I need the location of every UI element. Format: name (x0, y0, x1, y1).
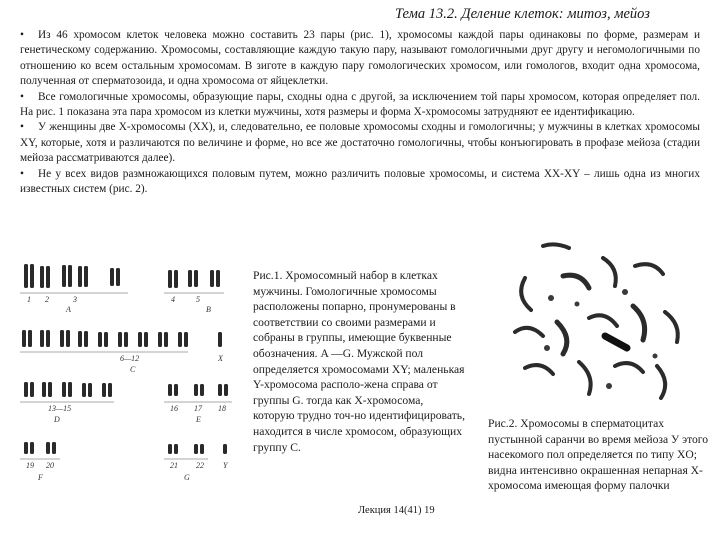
label-1: 1 (27, 295, 31, 304)
group-a: A (66, 305, 71, 314)
label-19: 19 (26, 461, 34, 470)
label-6-12: 6—12 (120, 354, 140, 363)
karyotype-figure (18, 262, 246, 502)
group-d: D (54, 415, 60, 424)
bullet: • (20, 90, 24, 103)
paragraph-2: • Все гомологичные хромосомы, образующие пары, сходны одна с другой, за исключением той пары хромосом, которая определяет пол. На рис. 1 показана эта пара хромосом из клетки мужчины, хотя размеры и форма X-хромосомы затрудняют ее идентификацию. (20, 90, 700, 119)
bullet: • (20, 167, 24, 180)
label-3: 3 (73, 295, 77, 304)
paragraph-1: • Из 46 хромосом клеток человека можно составить 23 пары (рис. 1), хромосомы каждой пары одинаковы по форме, размерам и генетическому содержанию. Хромосомы, составляющие каждую такую пару, называют гомологичными друг другу и негомологичными по отношению ко всем остальным хромосомам. В зиготе в каждую пару гомологических хромосом, или гомологов, входит одна хромосома, полученная от сперматозоида, и одна хромосома от яйцеклетки. (20, 29, 700, 88)
paragraph-4: • Не у всех видов размножающихся половым путем, можно различить половые хромосомы, и система XX-XY – лишь одна из многих известных систем (рис. 2). (20, 167, 700, 196)
group-g: G (184, 473, 190, 482)
label-13-15: 13—15 (48, 404, 72, 413)
figure2-caption: Рис.2. Хромосомы в сперматоцитах пустынной саранчи во время мейоза У этого насекомого пол определяется по типу XO; видна интенсивно окрашенная непарная X-хромосома имеющая форму палочки (488, 417, 709, 493)
group-f: F (38, 473, 43, 482)
paragraph-3: • У женщины две X-хромосомы (XX), и, следовательно, ее половые хромосомы сходны и гомологичны; у мужчины в клетках хромосомы XY, которые, хотя и различаются по величине и форме, но все же достаточно гомологичны, чтобы конъюгировать в профазе мейоза (стадии мейоза рассматриваются далее). (20, 121, 700, 165)
label-x: X (218, 354, 223, 363)
bullet: • (20, 29, 24, 41)
label-20: 20 (46, 461, 54, 470)
label-16: 16 (170, 404, 178, 413)
bullet: • (20, 121, 24, 134)
footer: Лекция 14(41) 19 (358, 505, 435, 516)
main-text (20, 28, 700, 197)
figure1-caption: Рис.1. Хромосомный набор в клетках мужчины. Гомологичные хромосомы расположены попарно, пронумерованы в соответствии со своими размерами и собраны в группы, имеющие буквенные обозначения. A —G. Мужской пол определяется хромосомами XY; маленькая Y-хромосома располо-жена справа от группы G. тогда как X-хромосома, которую трудно точ-но идентифицировать, находится в числе хромосом, образующих группу C. (253, 269, 465, 454)
page-title: Тема 13.2. Деление клеток: митоз, мейоз (395, 6, 650, 22)
label-21: 21 (170, 461, 178, 470)
label-4: 4 (171, 295, 175, 304)
spermatocyte-figure (485, 236, 710, 416)
label-2: 2 (45, 295, 49, 304)
label-17: 17 (194, 404, 202, 413)
label-18: 18 (218, 404, 226, 413)
group-b: B (206, 305, 211, 314)
group-e: E (196, 415, 201, 424)
label-22: 22 (196, 461, 204, 470)
label-5: 5 (196, 295, 200, 304)
group-c: C (130, 365, 136, 374)
label-y: Y (223, 461, 228, 470)
